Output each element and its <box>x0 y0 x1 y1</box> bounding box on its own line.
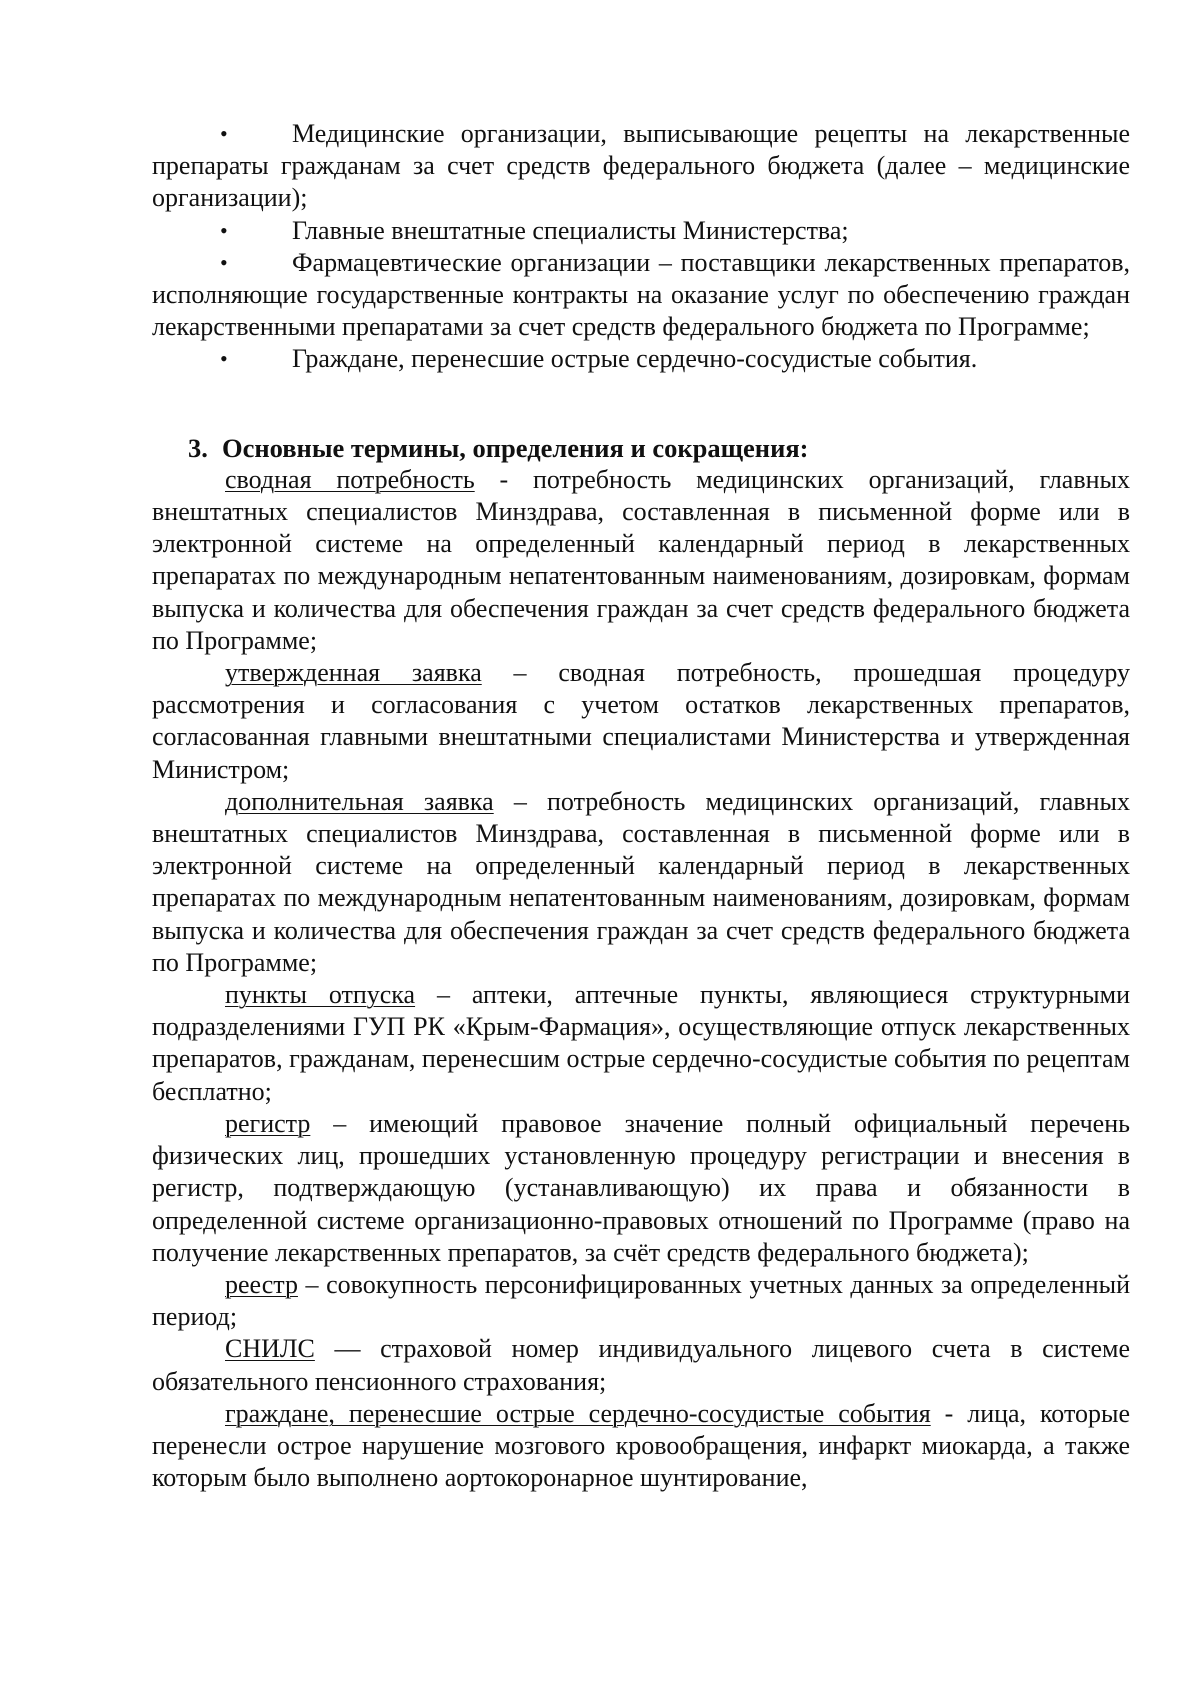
definition-separator: – <box>481 658 559 688</box>
definition-term: СНИЛС <box>225 1334 315 1364</box>
definition-separator: - <box>930 1398 968 1428</box>
definition-separator: - <box>474 464 533 494</box>
definition-snils <box>152 1333 1130 1397</box>
definition-term: регистр <box>225 1108 311 1138</box>
definition-term: утвержденная заявка <box>225 658 482 688</box>
bullet-glyph: • <box>220 121 228 146</box>
definition-term: реестр <box>225 1269 298 1299</box>
definition-register <box>152 1108 1130 1269</box>
definition-term: граждане, перенесшие острые сердечно-сосудистые события <box>225 1398 931 1428</box>
definition-approved-request <box>152 657 1130 786</box>
bullet-item-citizens <box>152 343 1130 375</box>
bullet-text: Главные внештатные специалисты Министерства; <box>292 215 849 245</box>
bullet-item-chief-specialists <box>152 215 1130 247</box>
definition-term: пункты отпуска <box>225 980 416 1010</box>
section-number: 3. <box>188 432 208 463</box>
definition-text: имеющий правовое значение полный официальный перечень физических лиц, прошедших установленную процедуру регистрации и внесения в регистр, подтверждающую (устанавливающую) их права и обязанности в определенной системе организационно-правовых отношений по Программе (право на получение лекарственных препаратов, за счёт средств федерального бюджета); <box>152 1108 1130 1267</box>
definition-text: сводная потребность, прошедшая процедуру рассмотрения и согласования с учетом остатков лекарственных препаратов, согласованная главными внештатными специалистами Министерства и утвержденная Министром; <box>152 658 1130 784</box>
bullet-item-pharmaceutical-organizations <box>152 247 1130 344</box>
definition-term: сводная потребность <box>225 464 475 494</box>
bullet-glyph: • <box>220 217 228 243</box>
definition-text: лица, которые перенесли острое нарушение мозгового кровообращения, инфаркт миокарда, а также которым было выполнено аортокоронарное шунтирование, <box>152 1398 1130 1493</box>
definition-summary-need <box>152 464 1130 657</box>
bullet-glyph: • <box>220 249 228 275</box>
definition-separator: – <box>310 1108 370 1138</box>
definition-separator: – <box>415 980 472 1010</box>
definition-text: потребность медицинских организаций, главных внештатных специалистов Минздрава, составленная в письменной форме или в электронной системе на определенный календарный период в лекарственных препаратах по международным непатентованным наименованиям, дозировкам, формам выпуска и количества для обеспечения граждан за счет средств федерального бюджета по Программе; <box>152 464 1130 655</box>
section-title: Основные термины, определения и сокращения: <box>222 432 809 463</box>
bullet-text: Граждане, перенесшие острые сердечно-сосудистые события. <box>292 344 978 374</box>
definition-registry <box>152 1269 1130 1333</box>
definition-dispensing-points <box>152 979 1130 1108</box>
document-content <box>152 118 1130 1494</box>
definition-text: аптеки, аптечные пункты, являющиеся структурными подразделениями ГУП РК «Крым-Фармация», осуществляющие отпуск лекарственных препаратов, гражданам, перенесшим острые сердечно-сосудистые события по рецептам бесплатно; <box>152 980 1130 1106</box>
bullet-text: Фармацевтические организации – поставщики лекарственных препаратов, исполняющие государственные контракты на оказание услуг по обеспечению граждан лекарственными препаратами за счет средств федерального бюджета по Программе; <box>152 247 1130 342</box>
definition-text: совокупность персонифицированных учетных данных за определенный период; <box>152 1269 1130 1332</box>
definition-text: страховой номер индивидуального лицевого счета в системе обязательного пенсионного страхования; <box>152 1334 1130 1396</box>
bullet-glyph: • <box>220 346 228 372</box>
definition-separator: – <box>297 1269 327 1299</box>
section-heading <box>152 432 1130 464</box>
bullet-item-medical-organizations <box>152 118 1130 215</box>
definition-additional-request <box>152 786 1130 979</box>
definition-separator: – <box>493 786 547 816</box>
definition-term: дополнительная заявка <box>225 786 494 816</box>
section-spacer <box>152 376 1130 432</box>
definition-separator: — <box>314 1334 381 1364</box>
definition-cardiovascular-citizens <box>152 1398 1130 1495</box>
bullet-text: Медицинские организации, выписывающие рецепты на лекарственные препараты гражданам за счет средств федерального бюджета (далее – медицинские организации); <box>152 119 1130 213</box>
definition-text: потребность медицинских организаций, главных внештатных специалистов Минздрава, составленная в письменной форме или в электронной системе на определенный календарный период в лекарственных препаратах по международным непатентованным наименованиям, дозировкам, формам выпуска и количества для обеспечения граждан за счет средств федерального бюджета по Программе; <box>152 786 1130 977</box>
